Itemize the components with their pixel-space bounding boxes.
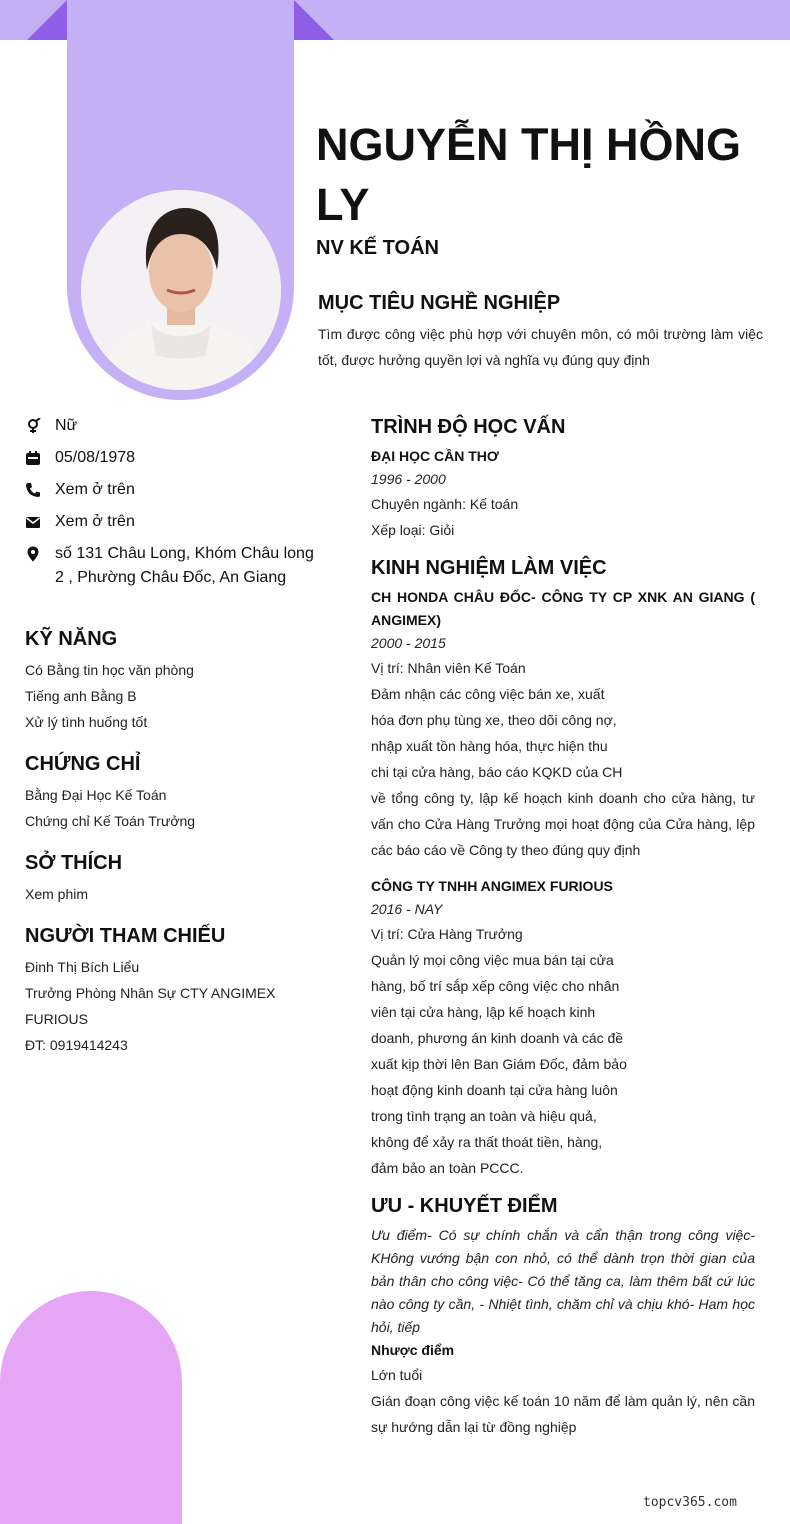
job-line: hàng, bố trí sắp xếp công việc cho nhân [371, 978, 620, 994]
objective-title: MỤC TIÊU NGHỀ NGHIỆP [318, 292, 561, 314]
education-section [371, 416, 755, 543]
contact-phone [25, 478, 325, 502]
education-major: Chuyên ngành: Kế toán [371, 496, 519, 512]
address-text: số 131 Châu Long, Khóm Châu long 2 , Phường Châu Đốc, An Giang [55, 545, 314, 586]
company-name: CÔNG TY TNHH ANGIMEX FURIOUS [371, 878, 613, 894]
skill-item: Có Bằng tin học văn phòng [25, 662, 194, 678]
objective-section [318, 292, 763, 373]
right-column [371, 416, 755, 1440]
weakness-label: Nhược điểm [371, 1342, 455, 1358]
references-title: NGƯỜI THAM CHIẾU [25, 925, 226, 947]
location-pin-icon [25, 542, 55, 566]
contact-birthday [25, 446, 325, 470]
pros-cons-section [371, 1195, 755, 1440]
candidate-name: NGUYỄN THỊ HỒNG LY [316, 119, 742, 230]
gender-icon [25, 414, 55, 438]
decor-triangle-left [27, 0, 67, 40]
experience-section [371, 557, 755, 1181]
left-column [25, 628, 335, 1076]
phone-icon [25, 478, 55, 502]
certificates-section [25, 753, 335, 834]
skills-title: KỸ NĂNG [25, 628, 118, 650]
gender-text: Nữ [55, 417, 78, 434]
reference-item: Trưởng Phòng Nhân Sự CTY ANGIMEX FURIOUS [25, 985, 276, 1027]
job-entry [371, 875, 755, 1181]
hobbies-section [25, 852, 335, 907]
job-title: NV KẾ TOÁN [316, 237, 439, 259]
objective-text: Tìm được công việc phù hợp với chuyên môn, có môi trường làm việc tốt, được hưởng quyền lợi và nghĩa vụ đúng quy định [318, 326, 763, 368]
job-line: viên tại cửa hàng, lập kế hoạch kinh [371, 1004, 596, 1020]
company-name: CH HONDA CHÂU ĐỐC- CÔNG TY CP XNK AN GIANG ( ANGIMEX) [371, 589, 755, 628]
job-line: về tổng công ty, lập kế hoạch kinh doanh cho cửa hàng, tư vấn cho Cửa Hàng Trưởng mọi hoạt động của Cửa hàng, lệp các báo cáo về Công ty theo đúng quy định [371, 790, 755, 858]
school-name: ĐẠI HỌC CẦN THƠ [371, 448, 499, 464]
certificates-title: CHỨNG CHỈ [25, 753, 141, 775]
job-entry [371, 586, 755, 863]
reference-item: Đinh Thị Bích Liểu [25, 959, 140, 975]
skill-item: Xử lý tình huống tốt [25, 714, 148, 730]
job-dates: 2016 - NAY [371, 901, 443, 917]
bottom-decor-arch [0, 1291, 182, 1524]
job-line: chi tại cửa hàng, báo cáo KQKD của CH [371, 764, 623, 780]
hobby-item: Xem phim [25, 886, 89, 902]
job-line: hóa đơn phụ tùng xe, theo dõi công nợ, [371, 712, 617, 728]
references-section [25, 925, 335, 1058]
job-line: không để xảy ra thất thoát tiền, hàng, [371, 1134, 603, 1150]
job-line: trong tình trạng an toàn và hiệu quả, [371, 1108, 597, 1124]
phone-text: Xem ở trên [55, 481, 135, 498]
job-line: nhập xuất tồn hàng hóa, thực hiện thu [371, 738, 608, 754]
certificate-item: Chứng chỉ Kế Toán Trưởng [25, 813, 196, 829]
pros-cons-title: ƯU - KHUYẾT ĐIỂM [371, 1195, 558, 1217]
contact-email [25, 510, 325, 534]
job-line: Quản lý mọi công việc mua bán tại cửa [371, 952, 614, 968]
job-line: Vị trí: Nhân viên Kế Toán [371, 660, 526, 676]
job-line: Vị trí: Cửa Hàng Trưởng [371, 926, 523, 942]
email-text: Xem ở trên [55, 513, 135, 530]
contact-gender [25, 414, 325, 438]
weakness-item: Gián đoạn công việc kế toán 10 năm để làm quản lý, nên cần sự hướng dẫn lại từ đồng nghiệp [371, 1393, 755, 1435]
education-dates: 1996 - 2000 [371, 471, 446, 487]
job-line: đảm bảo an toàn PCCC. [371, 1160, 524, 1176]
skill-item: Tiếng anh Bằng B [25, 688, 137, 704]
weakness-item: Lớn tuổi [371, 1367, 423, 1383]
mail-icon [25, 510, 55, 534]
experience-title: KINH NGHIỆM LÀM VIỆC [371, 557, 607, 579]
education-grade: Xếp loại: Giỏi [371, 522, 455, 538]
contact-info [25, 414, 325, 598]
strengths-text: Ưu điểm- Có sự chính chắn và cẩn thận trong công việc- KHông vướng bận con nhỏ, có thể dành trọn thời gian của bản thân cho công việc- Có thể tăng ca, làm thêm bất cứ lúc nào công ty cần, - Nhiệt tình, chăm chỉ và chịu khó- Ham học hỏi, tiếp [371, 1227, 755, 1335]
job-line: xuất kịp thời lên Ban Giám Đốc, đảm bảo [371, 1056, 627, 1072]
job-line: Đảm nhận các công việc bán xe, xuất [371, 686, 605, 702]
education-title: TRÌNH ĐỘ HỌC VẤN [371, 416, 566, 438]
job-line: hoạt động kinh doanh tại cửa hàng luôn [371, 1082, 618, 1098]
job-line: doanh, phương án kinh doanh và các đề [371, 1030, 624, 1046]
contact-address [25, 542, 325, 590]
hobbies-title: SỞ THÍCH [25, 852, 123, 874]
birthday-text: 05/08/1978 [55, 449, 136, 466]
certificate-item: Bằng Đại Học Kế Toán [25, 787, 167, 803]
calendar-icon [25, 446, 55, 470]
reference-item: ĐT: 0919414243 [25, 1037, 128, 1053]
decor-triangle-right [294, 0, 334, 40]
watermark-text: topcv365.com [643, 1495, 737, 1510]
avatar [81, 190, 281, 390]
skills-section [25, 628, 335, 735]
job-dates: 2000 - 2015 [371, 635, 446, 651]
